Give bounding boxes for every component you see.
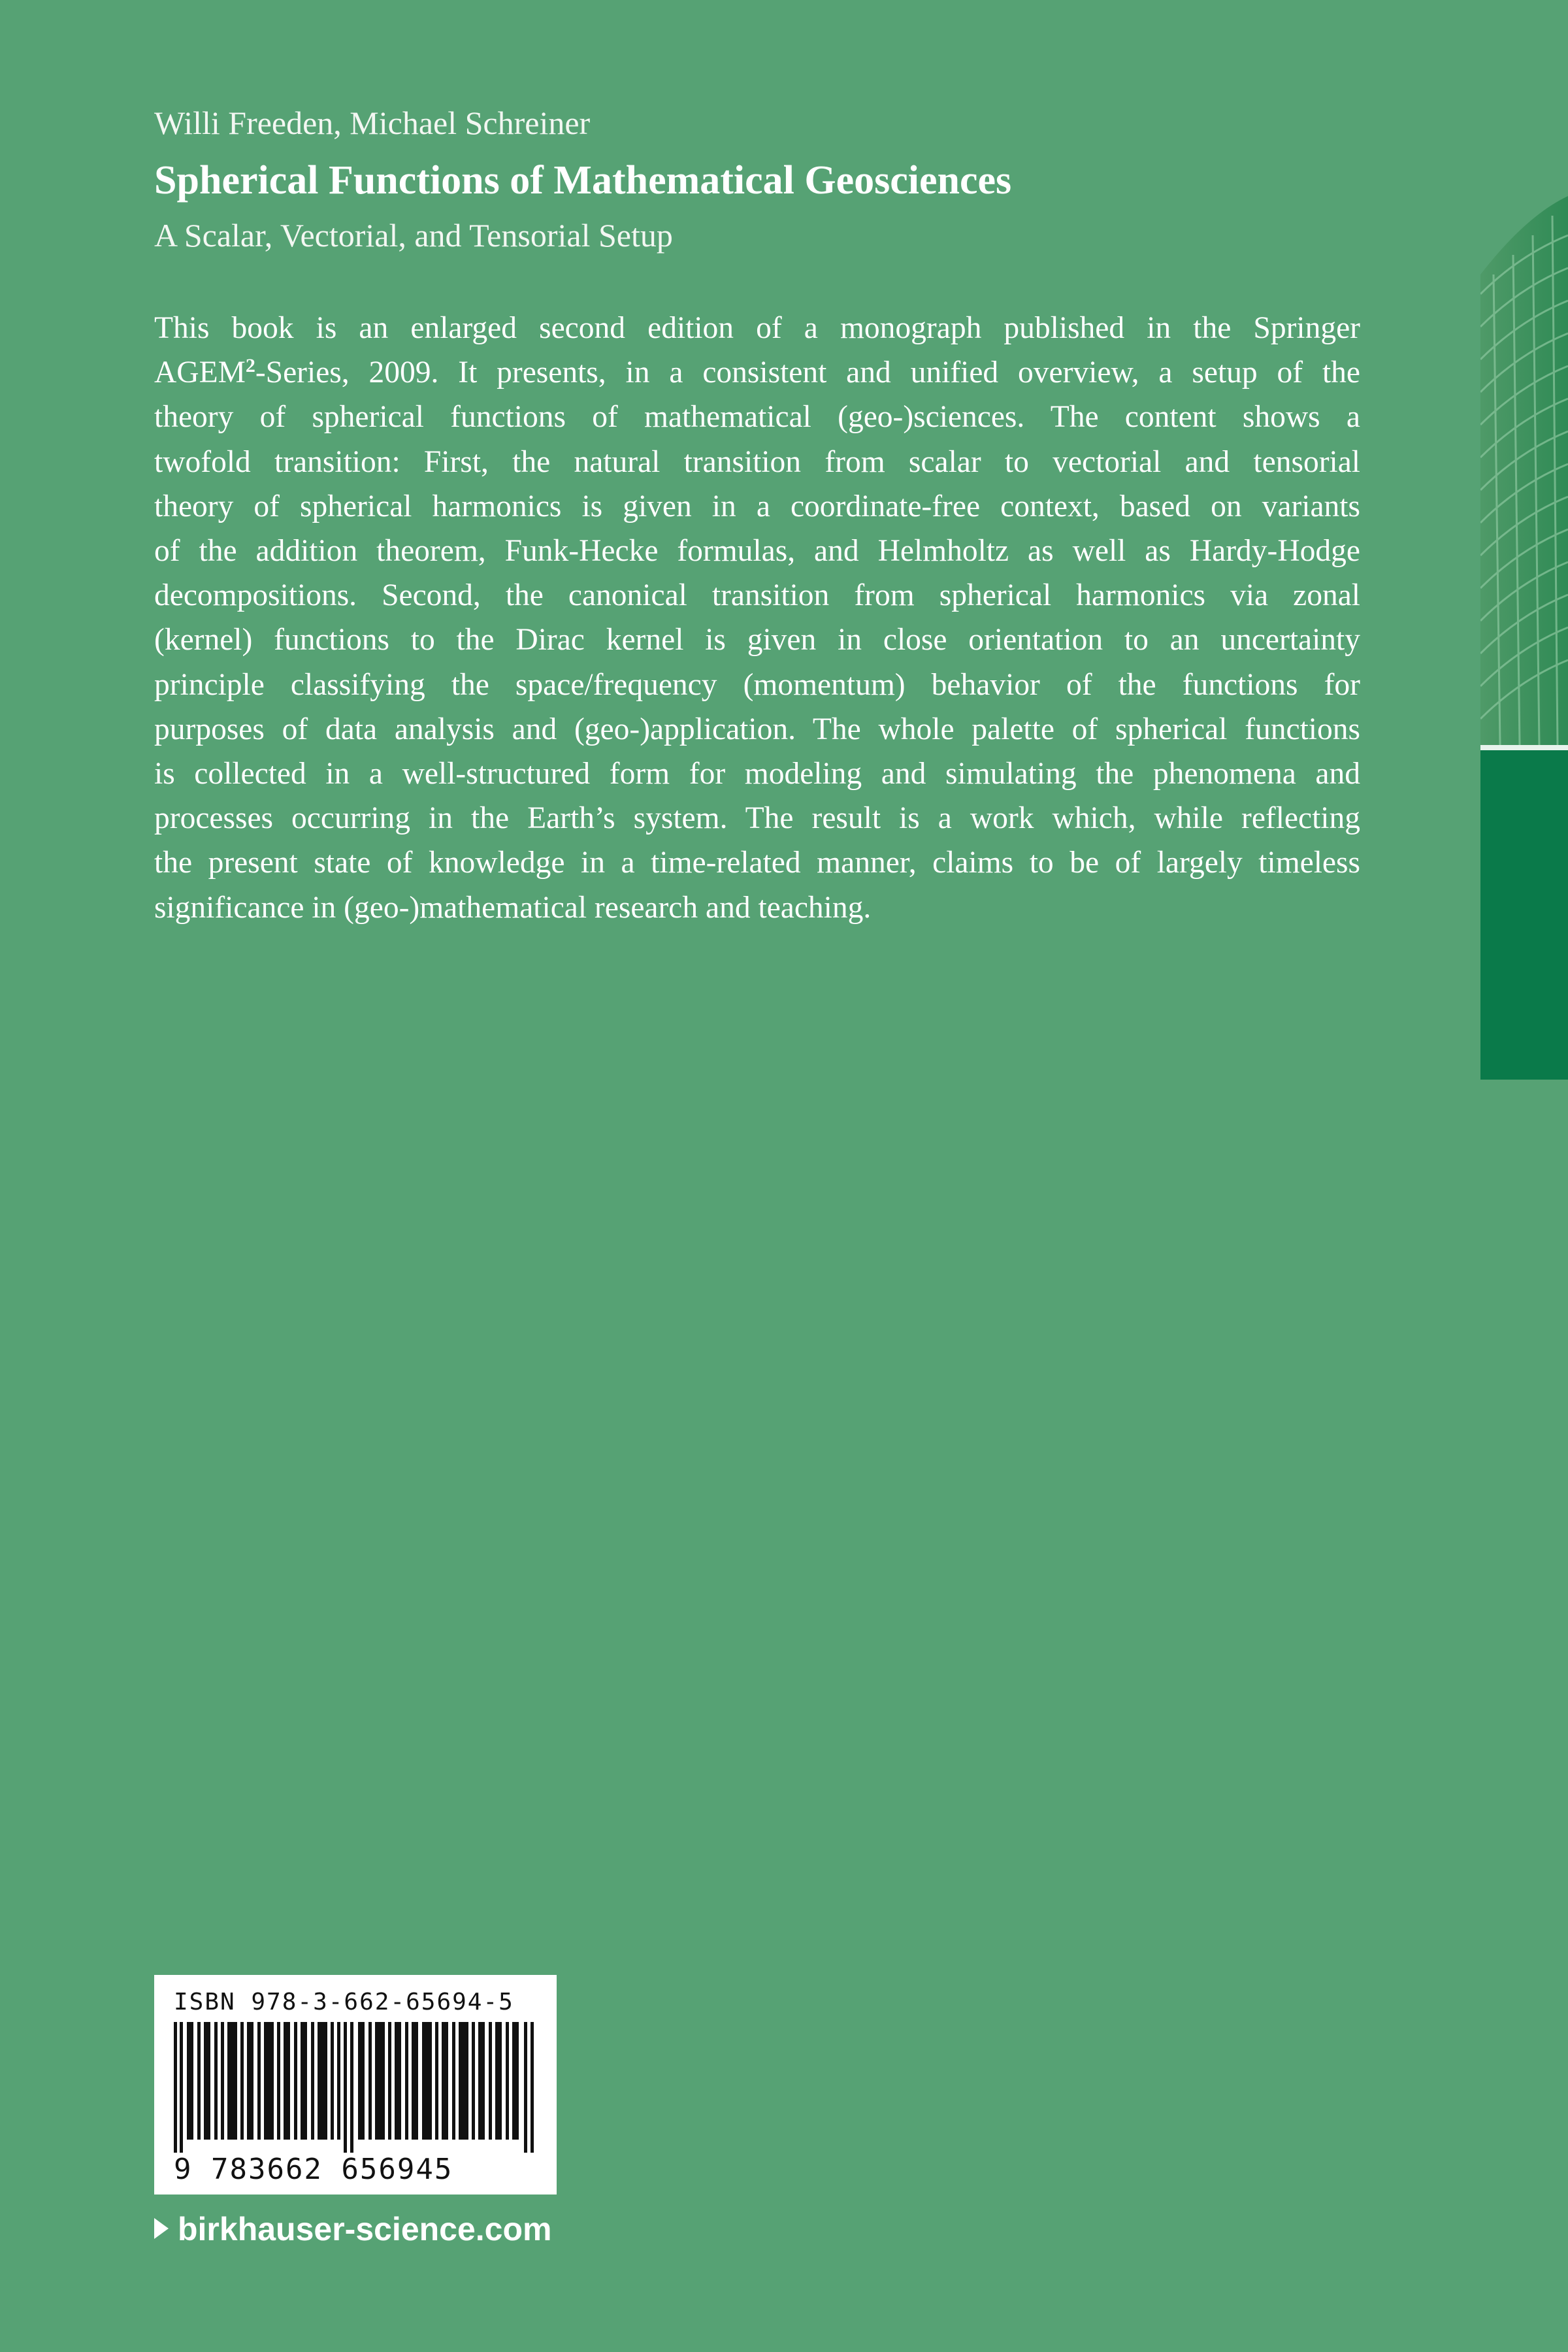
cover-art-strip <box>1480 196 1568 1080</box>
description-line <box>154 350 1360 395</box>
series-superscript: 2 <box>245 355 255 377</box>
barcode-digits: 9 783662 656945 <box>174 2153 453 2186</box>
book-title: Spherical Functions of Mathematical Geosciences <box>154 158 1012 203</box>
description-line: the present state of knowledge in a time-related manner, claims to be of largely timeless <box>154 846 1360 880</box>
publisher-website <box>154 2209 552 2249</box>
description-line: theory of spherical functions of mathematical (geo-)sciences. The content shows a <box>154 400 1360 435</box>
arrow-right-icon <box>154 2218 169 2239</box>
description-line: processes occurring in the Earth’s system. The result is a work which, while reflecting <box>154 801 1360 836</box>
description-line: of the addition theorem, Funk-Hecke formulas, and Helmholtz as well as Hardy-Hodge <box>154 534 1360 569</box>
description-line: theory of spherical harmonics is given in a coordinate-free context, based on variants <box>154 489 1360 523</box>
description-line: principle classifying the space/frequency (momentum) behavior of the functions for <box>154 667 1360 702</box>
isbn-number: ISBN 978-3-662-65694-5 <box>174 1989 514 2015</box>
description-line: significance in (geo-)mathematical research and teaching. <box>154 890 872 925</box>
series-name: AGEM <box>154 356 246 390</box>
barcode-bars <box>171 2022 540 2153</box>
description-line: (kernel) functions to the Dirac kernel is given in close orientation to an uncertainty <box>154 623 1360 657</box>
description-line: This book is an enlarged second edition of a monograph published in the Springer <box>154 311 1360 345</box>
description-line: decompositions. Second, the canonical transition from spherical harmonics via zonal <box>154 578 1360 613</box>
book-description <box>154 306 1360 930</box>
description-line-rest: -Series, 2009. It presents, in a consistent and unified overview, a setup of the <box>255 356 1360 390</box>
description-line: purposes of data analysis and (geo-)application. The whole palette of spherical functions <box>154 712 1360 746</box>
isbn-barcode <box>154 1975 557 2195</box>
authors: Willi Freeden, Michael Schreiner <box>154 105 591 141</box>
description-line: is collected in a well-structured form for modeling and simulating the phenomena and <box>154 757 1360 791</box>
description-line: twofold transition: First, the natural transition from scalar to vectorial and tensorial <box>154 444 1360 479</box>
book-subtitle: A Scalar, Vectorial, and Tensorial Setup <box>154 217 673 254</box>
publisher-website-text: birkhauser-science.com <box>178 2211 552 2247</box>
